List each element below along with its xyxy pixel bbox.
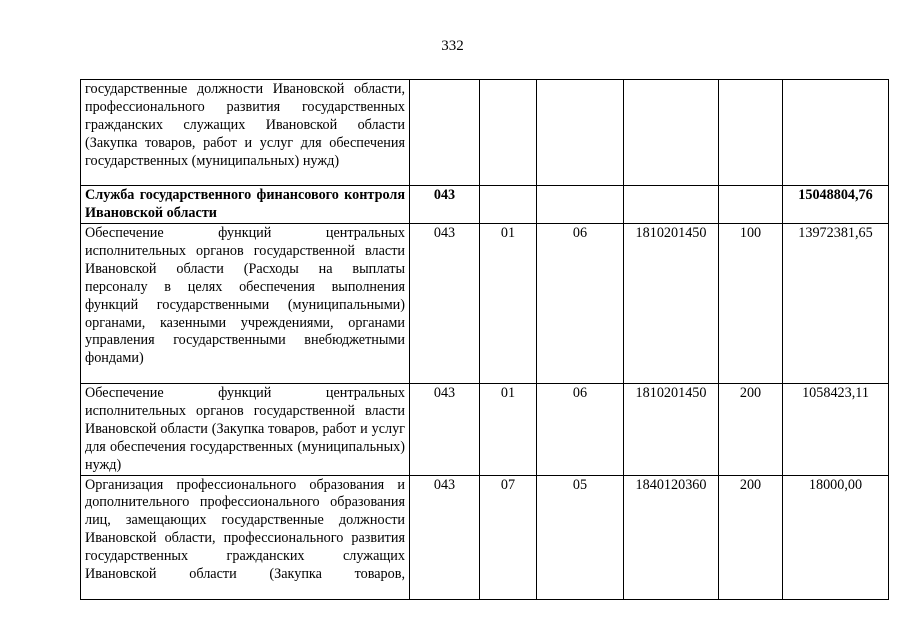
- amount-cell: 18000,00: [783, 475, 889, 599]
- expense-type-cell: 200: [719, 475, 783, 599]
- section-code-cell: 07: [480, 475, 537, 599]
- subsection-code-cell: [537, 186, 624, 224]
- expense-type-cell: [719, 80, 783, 186]
- row-name-cell: государственные должности Ивановской области, профессионального развития государственных гражданских служащих Ивановской области (Закупка товаров, работ и услуг для обеспечения государственных (муниципальных) нужд): [81, 80, 410, 186]
- amount-cell: [783, 80, 889, 186]
- ministry-code-cell: 043: [410, 384, 480, 476]
- row-name-cell: Организация профессионального образования и дополнительного профессионального образования лиц, замещающих государственные должности Ивановской области, профессионального развития государственных гражданских служащих Ивановской области (Закупка товаров,: [81, 475, 410, 599]
- row-name-cell: Служба государственного финансового контроля Ивановской области: [81, 186, 410, 224]
- section-code-cell: [480, 80, 537, 186]
- subsection-code-cell: 05: [537, 475, 624, 599]
- page-number: 332: [441, 38, 464, 54]
- table-row: [81, 384, 889, 476]
- budget-table: [80, 79, 889, 600]
- target-article-cell: [624, 80, 719, 186]
- subsection-code-cell: 06: [537, 384, 624, 476]
- row-name-cell: Обеспечение функций центральных исполнительных органов государственной власти Ивановской области (Закупка товаров, работ и услуг для обеспечения государственных (муниципальных) нужд): [81, 384, 410, 476]
- expense-type-cell: [719, 186, 783, 224]
- section-code-cell: 01: [480, 384, 537, 476]
- table-row: [81, 80, 889, 186]
- table-row: [81, 475, 889, 599]
- row-name-cell: Обеспечение функций центральных исполнительных органов государственной власти Ивановской области (Расходы на выплаты персоналу в целях обеспечения выполнения функций государственными (муниципальными) органами, казенными учреждениями, органами управления государственными внебюджетными фондами): [81, 224, 410, 384]
- amount-cell: 15048804,76: [783, 186, 889, 224]
- table-row: [81, 186, 889, 224]
- expense-type-cell: 200: [719, 384, 783, 476]
- target-article-cell: 1810201450: [624, 384, 719, 476]
- amount-cell: 13972381,65: [783, 224, 889, 384]
- target-article-cell: [624, 186, 719, 224]
- amount-cell: 1058423,11: [783, 384, 889, 476]
- subsection-code-cell: [537, 80, 624, 186]
- ministry-code-cell: [410, 80, 480, 186]
- ministry-code-cell: 043: [410, 475, 480, 599]
- section-code-cell: [480, 186, 537, 224]
- table-row: [81, 224, 889, 384]
- target-article-cell: 1810201450: [624, 224, 719, 384]
- subsection-code-cell: 06: [537, 224, 624, 384]
- section-code-cell: 01: [480, 224, 537, 384]
- ministry-code-cell: 043: [410, 186, 480, 224]
- expense-type-cell: 100: [719, 224, 783, 384]
- ministry-code-cell: 043: [410, 224, 480, 384]
- target-article-cell: 1840120360: [624, 475, 719, 599]
